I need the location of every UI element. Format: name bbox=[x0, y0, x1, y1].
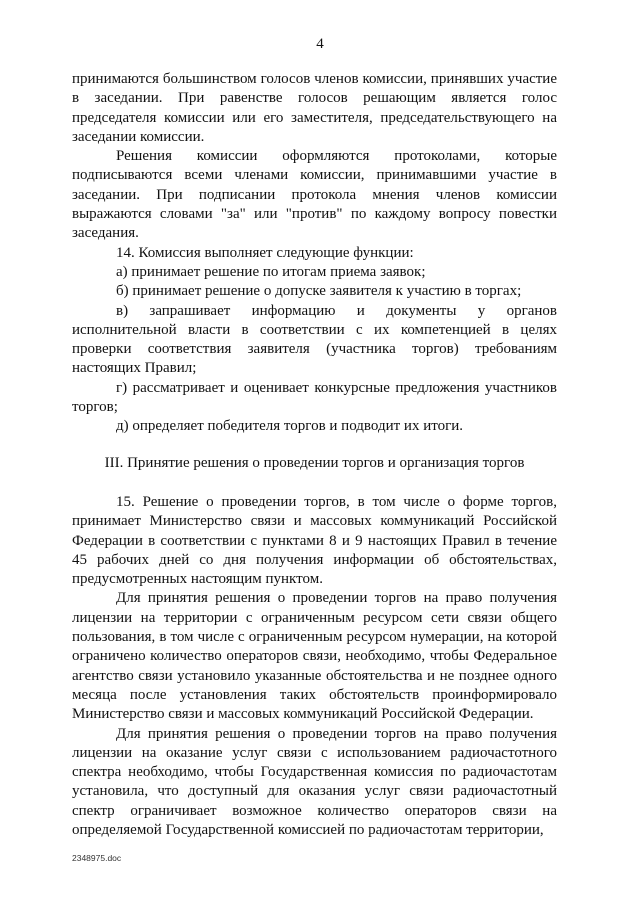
paragraph-protocols: Решения комиссии оформляются протоколами, которые подписываются всеми членами комиссии, принимавшими участие в заседании. При подписании протокола мнения членов комиссии выражаются словами "за" или "против" по каждому вопросу повестки заседания. bbox=[72, 148, 557, 242]
paragraph-radio-spectrum: Для принятия решения о проведении торгов на право получения лицензии на оказание услуг связи с использованием радиочастотного спектра необходимо, чтобы Государственная комиссия по радиочастотам установила, что доступный для оказания услуг связи радиочастотный спектр ограничивает возможное количество операторов связи на определяемой Государственной комиссией по радиочастотам территории, bbox=[72, 725, 557, 838]
paragraph-item-15: 15. Решение о проведении торгов, в том числе о форме торгов, принимает Министерство связи и массовых коммуникаций Российской Федерации в соответствии с пунктами 8 и 9 настоящих Правил в течение 45 рабочих дней со дня получения информации об обстоятельствах, предусмотренных настоящим пунктом. bbox=[72, 493, 557, 588]
page-number: 4 bbox=[316, 36, 324, 52]
list-item-v: в) запрашивает информацию и документы у органов исполнительной власти в соответствии с их компетенцией в целях проверки соответствия заявителя (участника торгов) требованиям настоящих Правил; bbox=[72, 302, 557, 377]
document-body bbox=[72, 70, 557, 840]
footer-document-code: 2348975.doc bbox=[72, 853, 122, 863]
list-item-b: б) принимает решение о допуске заявителя к участию в торгах; bbox=[116, 283, 522, 300]
paragraph-voting-continuation: принимаются большинством голосов членов комиссии, принявших участие в заседании. При равенстве голосов решающим является голос председателя комиссии или его заместителя, председательствующего на заседании комиссии. bbox=[72, 71, 557, 145]
list-item-d: д) определяет победителя торгов и подводит их итоги. bbox=[116, 418, 464, 435]
paragraph-numbering-resource: Для принятия решения о проведении торгов на право получения лицензии на территории с ограниченным ресурсом сети связи общего пользования, в том числе с ограниченным ресурсом нумерации, на которой ограничено количество операторов связи, необходимо, чтобы Федеральное агентство связи установило указанные обстоятельства и не позднее одного месяца после установления таких обстоятельств проинформировало Министерство связи и массовых коммуникаций Российской Федерации. bbox=[72, 590, 557, 723]
list-item-g: г) рассматривает и оценивает конкурсные предложения участников торгов; bbox=[72, 379, 557, 416]
paragraph-item-14: 14. Комиссия выполняет следующие функции: bbox=[116, 244, 414, 261]
section-heading: III. Принятие решения о проведении торгов и организация торгов bbox=[104, 454, 525, 471]
list-item-a: а) принимает решение по итогам приема заявок; bbox=[116, 263, 426, 280]
